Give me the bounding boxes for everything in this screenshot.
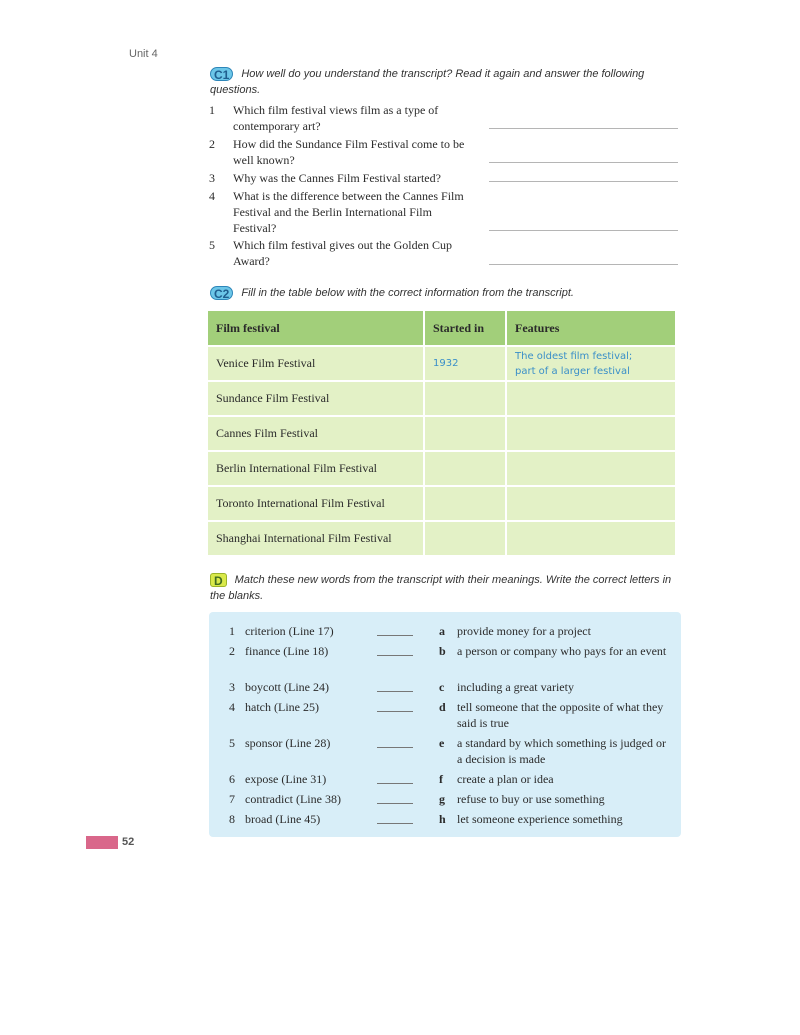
answer-line[interactable] bbox=[489, 162, 678, 163]
question-number: 3 bbox=[209, 171, 215, 185]
answer-line[interactable] bbox=[489, 230, 678, 231]
c1-badge: C1 bbox=[210, 67, 233, 81]
started-cell[interactable] bbox=[424, 416, 506, 451]
meaning-letter: d bbox=[439, 700, 446, 714]
table-row bbox=[208, 486, 675, 521]
answer-line[interactable] bbox=[489, 181, 678, 182]
word: expose (Line 31) bbox=[245, 772, 327, 786]
word: broad (Line 45) bbox=[245, 812, 321, 826]
word-number: 7 bbox=[229, 792, 235, 806]
festival-name: Venice Film Festival bbox=[208, 346, 424, 381]
word-number: 1 bbox=[229, 624, 235, 638]
c2-instruction-text: Fill in the table below with the correct information from the transcript. bbox=[241, 287, 574, 299]
word-number: 8 bbox=[229, 812, 235, 826]
started-cell[interactable] bbox=[424, 521, 506, 555]
meaning: create a plan or idea bbox=[457, 772, 554, 786]
meaning: including a great variety bbox=[457, 680, 574, 694]
word-number: 4 bbox=[229, 700, 235, 714]
question-text: Which film festival views film as a type of contemporary art? bbox=[233, 103, 439, 133]
page-number: 52 bbox=[122, 836, 135, 848]
answer-blank[interactable] bbox=[377, 691, 413, 692]
meaning-letter: f bbox=[439, 772, 443, 786]
table-row bbox=[208, 346, 675, 381]
table-row bbox=[208, 451, 675, 486]
word: boycott (Line 24) bbox=[245, 680, 329, 694]
meaning: provide money for a project bbox=[457, 624, 591, 638]
question-text: How did the Sundance Film Festival come to be well known? bbox=[233, 137, 465, 167]
table-row bbox=[208, 381, 675, 416]
word-number: 6 bbox=[229, 772, 235, 786]
meaning-letter: c bbox=[439, 680, 445, 694]
meaning: a standard by which something is judged or a decision is made bbox=[457, 736, 666, 766]
meaning: let someone experience something bbox=[457, 812, 623, 826]
c1-instruction-text: How well do you understand the transcript? Read it again and answer the following questions. bbox=[210, 68, 645, 96]
question-text: Why was the Cannes Film Festival started? bbox=[233, 171, 441, 185]
features-line: part of a larger festival bbox=[515, 365, 630, 377]
d-instruction-text: Match these new words from the transcript with their meanings. Write the correct letters in the blanks. bbox=[210, 574, 672, 602]
features-cell[interactable] bbox=[506, 416, 675, 451]
features-cell[interactable] bbox=[506, 346, 675, 381]
answer-blank[interactable] bbox=[377, 711, 413, 712]
header-features: Features bbox=[506, 311, 675, 346]
unit-label: Unit 4 bbox=[129, 48, 158, 60]
started-cell[interactable] bbox=[424, 381, 506, 416]
c2-badge: C2 bbox=[210, 286, 233, 300]
word: hatch (Line 25) bbox=[245, 700, 319, 714]
festival-name: Shanghai International Film Festival bbox=[208, 521, 424, 555]
answer-blank[interactable] bbox=[377, 803, 413, 804]
question-number: 4 bbox=[209, 189, 215, 203]
answer-blank[interactable] bbox=[377, 635, 413, 636]
match-box bbox=[209, 612, 681, 837]
word-number: 5 bbox=[229, 736, 235, 750]
word-number: 2 bbox=[229, 644, 235, 658]
question-number: 5 bbox=[209, 238, 215, 252]
features-cell[interactable] bbox=[506, 451, 675, 486]
answer-blank[interactable] bbox=[377, 747, 413, 748]
word-number: 3 bbox=[229, 680, 235, 694]
word: finance (Line 18) bbox=[245, 644, 329, 658]
features-cell[interactable] bbox=[506, 521, 675, 555]
features-line: The oldest film festival; bbox=[515, 350, 633, 362]
d-badge: D bbox=[210, 573, 227, 587]
meaning-letter: b bbox=[439, 644, 446, 658]
answer-blank[interactable] bbox=[377, 783, 413, 784]
meaning-letter: h bbox=[439, 812, 446, 826]
table-header-row bbox=[208, 311, 675, 346]
festival-name: Berlin International Film Festival bbox=[208, 451, 424, 486]
festival-name: Sundance Film Festival bbox=[208, 381, 424, 416]
answer-line[interactable] bbox=[489, 128, 678, 129]
question-number: 2 bbox=[209, 137, 215, 151]
table-row bbox=[208, 521, 675, 555]
features-cell[interactable] bbox=[506, 381, 675, 416]
meaning: tell someone that the opposite of what they said is true bbox=[457, 700, 664, 730]
started-cell[interactable]: 1932 bbox=[424, 346, 506, 381]
answer-blank[interactable] bbox=[377, 823, 413, 824]
meaning-letter: a bbox=[439, 624, 445, 638]
meaning-letter: e bbox=[439, 736, 445, 750]
d-instruction bbox=[210, 572, 680, 604]
started-cell[interactable] bbox=[424, 451, 506, 486]
festival-name: Toronto International Film Festival bbox=[208, 486, 424, 521]
answer-line[interactable] bbox=[489, 264, 678, 265]
word: sponsor (Line 28) bbox=[245, 736, 331, 750]
c2-instruction bbox=[210, 285, 680, 301]
question-number: 1 bbox=[209, 103, 215, 117]
features-cell[interactable] bbox=[506, 486, 675, 521]
question-text: Which film festival gives out the Golden Cup Award? bbox=[233, 238, 452, 268]
c1-instruction bbox=[210, 66, 680, 98]
word: criterion (Line 17) bbox=[245, 624, 334, 638]
meaning: a person or company who pays for an event bbox=[457, 644, 667, 658]
header-film-festival: Film festival bbox=[208, 311, 424, 346]
meaning: refuse to buy or use something bbox=[457, 792, 605, 806]
festival-name: Cannes Film Festival bbox=[208, 416, 424, 451]
word: contradict (Line 38) bbox=[245, 792, 341, 806]
started-cell[interactable] bbox=[424, 486, 506, 521]
page-color-bar bbox=[86, 836, 118, 849]
meaning-letter: g bbox=[439, 792, 445, 806]
header-started-in: Started in bbox=[424, 311, 506, 346]
table-row bbox=[208, 416, 675, 451]
festival-table bbox=[208, 311, 675, 555]
question-text: What is the difference between the Cannes Film Festival and the Berlin International Film Festival? bbox=[233, 189, 464, 235]
answer-blank[interactable] bbox=[377, 655, 413, 656]
